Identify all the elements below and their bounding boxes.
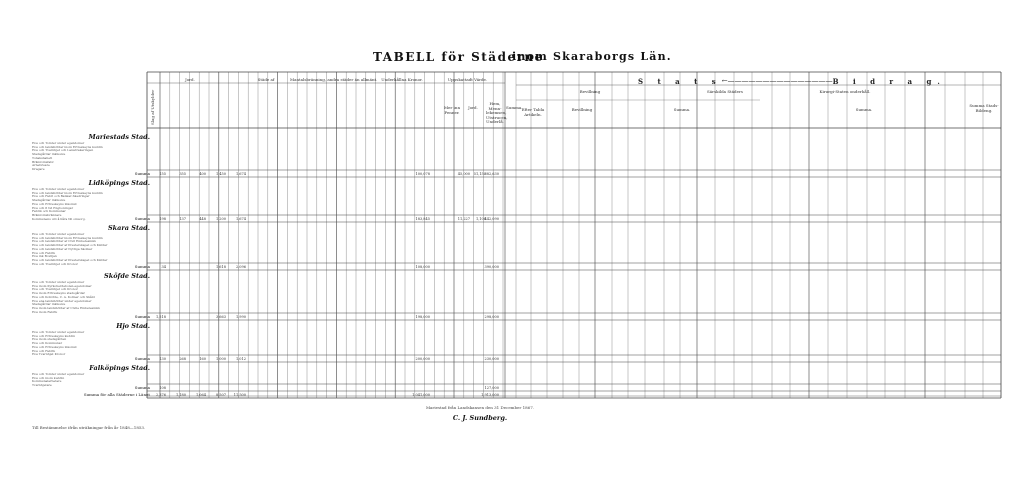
section-title: Skara Stad. — [107, 224, 150, 232]
summa-cell: 1,674 — [235, 216, 246, 221]
sub-header: Summa. — [673, 107, 691, 112]
row-label: Kommunalarbetare — [32, 379, 62, 384]
summa-cell: 45,000 — [457, 171, 470, 176]
summa-cell: 183,845 — [415, 216, 430, 221]
row-label: Hos och Tomter under egendomer — [32, 280, 85, 284]
summa-cell: 127,000 — [484, 385, 499, 390]
summa-label: Summa — [134, 264, 150, 269]
row-label: Hos och landshöfdar inom Ertreskeyns kuddin — [32, 190, 103, 195]
row-label: Hos och Fabrik — [32, 250, 56, 255]
row-label: Hos ink Boviljan — [32, 254, 57, 259]
group-header: Särskilda Städers — [707, 89, 743, 94]
row-label: Hos och Tomter under egendomer — [32, 141, 85, 145]
row-label: Hos inom landshöfdar af Civile Embetesmän — [32, 305, 100, 310]
row-label: Hos och Ertreskeyns kuddin — [32, 333, 76, 338]
row-label: Hos inom Ertreskeyns stadsgårdar — [32, 291, 85, 296]
summa-cell: 1,200 — [215, 216, 226, 221]
grand-total-cell: 8,507 — [215, 392, 226, 397]
row-label: Hos och landshöfdar af Presterskapet och Kärdar — [32, 257, 108, 262]
grand-total-label: Summa för alla Städerne i Länet — [83, 392, 150, 397]
row-label: Brännvinsfabr. — [32, 159, 55, 164]
sub-header: Summa Stads-Bildeng. — [969, 103, 999, 113]
summa-cell: 442,090 — [484, 216, 499, 221]
footnote: Till Bestämmelse ifrån uträkningar från år 1848—1853. — [32, 425, 146, 430]
summa-cell: 198,000 — [415, 314, 430, 319]
summa-cell: 382,630 — [484, 171, 499, 176]
row-label: Hos och inom kuddin — [32, 375, 65, 380]
row-label: Hos inom stadsgården — [32, 337, 67, 342]
row-label: Hos och Kommunar — [32, 341, 63, 346]
row-label: Hos inom Kyrkoherdebolen-egendomar — [32, 283, 92, 288]
summa-label: Summa — [134, 356, 150, 361]
sub-header: Mer inn Penner. — [443, 105, 461, 115]
grand-total-cell: 1,041,000 — [412, 392, 430, 397]
row-label: Hos och Tvarnhjet och Lansdrakeringen — [32, 148, 94, 153]
summa-label: Summa — [134, 314, 150, 319]
summa-cell: 1,100 — [475, 216, 486, 221]
row-label: Hos och landshöfdar af Presterskapet och Kärdar — [32, 243, 108, 248]
row-label: Dragare — [32, 166, 45, 171]
row-label: Hos och Tvarnhjet och Kronor — [32, 287, 78, 292]
row-label: Hos inom Fabrik — [32, 309, 58, 314]
summa-cell: 200,000 — [415, 356, 430, 361]
row-label: Hos och landshöfdar inom Ertreskeyns kuddin — [32, 144, 103, 149]
grand-total-cell: 2,376 — [155, 392, 166, 397]
first-column-header: Slag af Utskylder — [150, 89, 155, 125]
section-title: Hjo Stad. — [116, 322, 150, 330]
row-label: Hos och fl tid Engboningar — [32, 205, 74, 210]
group-header: Kirurgi-Staten onderhåll. — [819, 89, 871, 94]
grand-total-cell: 1,913,000 — [481, 392, 499, 397]
row-label: Stadsgårdar inklusive — [32, 152, 66, 157]
stats-header-left: S t a t s — [638, 77, 722, 86]
summa-cell: 268 — [179, 356, 186, 361]
summa-cell: 108 — [159, 385, 166, 390]
summa-cell: 34 — [161, 264, 166, 269]
summa-cell: 51,150 — [473, 171, 486, 176]
signature: C. J. Sundberg. — [452, 414, 508, 422]
summa-cell: 155 — [159, 171, 166, 176]
row-label: Hos och Ertreskeyns inkomst — [32, 201, 77, 206]
section-title: Sköfde Stad. — [104, 272, 150, 280]
grand-total-cell: 1,180 — [175, 392, 186, 397]
sub-header: Jord. — [468, 105, 478, 110]
summa-cell: 1,518 — [155, 314, 166, 319]
row-label: Hos och Tomter under egendomer — [32, 232, 85, 236]
row-label: Hos och Tomter under egendomer — [32, 330, 85, 334]
summa-label: Summa — [134, 171, 150, 176]
row-label: Tobaksbahetl — [32, 155, 53, 160]
group-header: Uppskattadt Värde. — [447, 77, 488, 82]
row-label: Hos och landshöfdar inom Ertreskeyns kuddin — [32, 235, 103, 240]
row-label: Hos och landshöfdar af Nyttiga Skolkar — [32, 246, 93, 251]
row-label: Hos och Tomter under egendomer — [32, 372, 85, 376]
sub-header: Bevillning — [571, 107, 593, 112]
summa-cell: 1,000 — [215, 356, 226, 361]
row-label: Hos och Kohöfde, C. A. Kolmer och Skåld — [32, 294, 95, 299]
sub-header: Summa. — [855, 107, 873, 112]
row-label: Hos och landshöfdar af Civil Embetesmän — [32, 239, 96, 244]
group-header: Mantalsbränning, andra städer än allmänt. — [290, 77, 378, 82]
summa-cell: 100,078 — [415, 171, 430, 176]
summa-cell: 1,618 — [215, 264, 226, 269]
row-label: Fabrik och Kommunar — [32, 209, 66, 214]
arrow-icon: ←——————————————— — [721, 77, 833, 85]
summa-cell: 448 — [199, 216, 206, 221]
summa-cell: 130 — [159, 356, 166, 361]
row-label: Kommunens utö å håra till omsorg. — [32, 216, 86, 221]
group-header: Underhållna Kronor. — [381, 77, 423, 82]
sub-header: Efter Tabla Artikeln. — [521, 107, 545, 117]
stats-contribution-header — [638, 77, 946, 86]
summa-cell: 1,674 — [235, 171, 246, 176]
grand-total-cell: 1,064 — [195, 392, 206, 397]
summa-cell: 298,000 — [484, 314, 499, 319]
summa-cell: 1,012 — [235, 356, 246, 361]
summa-cell: 1,450 — [215, 171, 226, 176]
summa-cell: 355 — [179, 171, 186, 176]
row-label: Hos och Ertreskeyns inkomst — [32, 344, 77, 349]
section-title: Mariestads Stad. — [88, 133, 150, 141]
summa-cell: 198 — [159, 216, 166, 221]
row-label: Brännvinsbrännare — [32, 212, 62, 217]
summa-cell: 400 — [199, 171, 206, 176]
section-title: Falköpings Stad. — [89, 364, 150, 372]
summa-label: Summa — [134, 385, 150, 390]
summa-cell: 11,227 — [457, 216, 470, 221]
summa-cell: 2,096 — [235, 264, 246, 269]
summa-cell: 108,000 — [415, 264, 430, 269]
sub-header: Summa. — [506, 105, 523, 110]
table-title-county: inom Skaraborgs Län. — [512, 50, 672, 63]
row-label: Hos ena landshöfdar under egendomer — [32, 298, 92, 303]
date-line: Mariestad från Landskansen den 31 December 1867. — [425, 405, 535, 410]
summa-cell: 1,990 — [235, 314, 246, 319]
summa-cell: 137 — [179, 216, 186, 221]
row-label: Hos Tvarnhjet Kronor — [32, 352, 66, 357]
section-title: Lidköpings Stad. — [88, 179, 150, 187]
summa-cell: 3,663 — [215, 314, 226, 319]
group-header: Jord. — [185, 77, 195, 82]
row-label: Stadsgårdar inklusive — [32, 198, 66, 203]
row-label: Hos och Fabrik — [32, 348, 56, 353]
grand-total-cell: 11,500 — [233, 392, 246, 397]
group-header: Bevillning — [579, 89, 601, 94]
row-label: Arbetlösare — [32, 163, 50, 168]
summa-cell: 160 — [199, 356, 206, 361]
row-label: Tvarnhjetare — [32, 383, 52, 388]
group-header: Städe af — [257, 77, 275, 82]
row-label: Hos och Tomter under egendomer — [32, 187, 85, 191]
table-title: TABELL för Städerne — [373, 50, 544, 64]
summa-cell: 390,000 — [484, 264, 499, 269]
row-label: Hos och Tvarnhjet och Kronor — [32, 261, 78, 266]
summa-cell: 230,000 — [484, 356, 499, 361]
row-label: Hos och Fabri och Bankar-Skedringar — [32, 194, 90, 199]
row-label: Stadsgårdar inklusive — [32, 302, 66, 307]
sub-header: Hem, Menn-lekemsen, Utstrucen, Underlå. — [486, 101, 508, 124]
stats-header-right: B i d r a g. — [832, 77, 946, 86]
summa-label: Summa — [134, 216, 150, 221]
